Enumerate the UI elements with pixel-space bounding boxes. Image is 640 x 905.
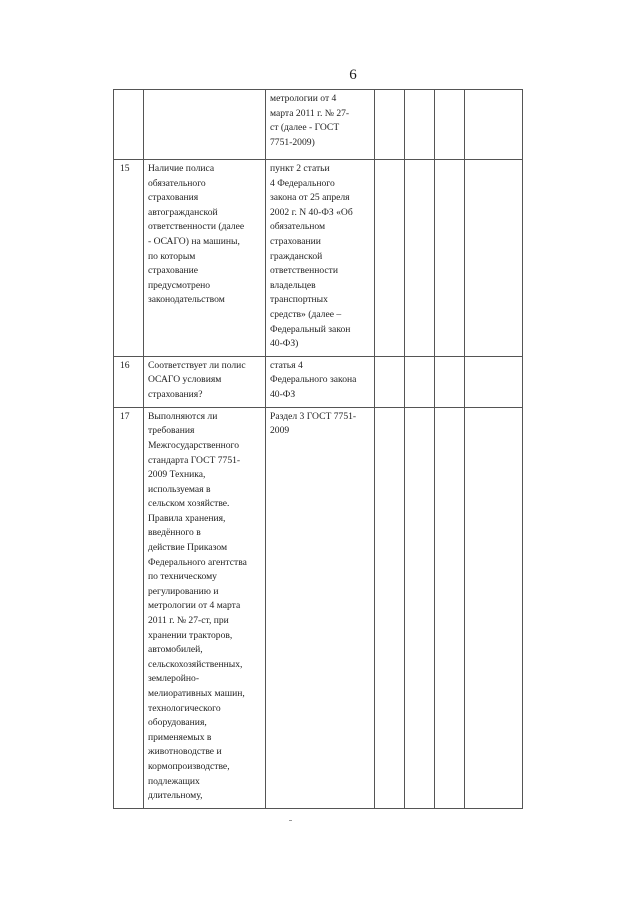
answer-na-cell xyxy=(435,90,465,160)
table-row xyxy=(114,90,523,160)
legal-reference: метрологии от 4 марта 2011 г. № 27- ст (далее - ГОСТ 7751-2009) xyxy=(266,90,375,160)
notes-cell xyxy=(465,90,523,160)
requirement-text xyxy=(144,90,266,160)
answer-yes-cell xyxy=(375,407,405,808)
answer-yes-cell xyxy=(375,160,405,357)
table-row xyxy=(114,407,523,808)
scan-speck xyxy=(289,820,292,821)
answer-no-cell xyxy=(405,90,435,160)
answer-na-cell xyxy=(435,356,465,407)
legal-reference: пункт 2 статьи 4 Федерального закона от 25 апреля 2002 г. N 40-ФЗ «Об обязательном страховании гражданской ответственности владельцев транспортных средств» (далее – Федеральный закон 40-ФЗ) xyxy=(266,160,375,357)
notes-cell xyxy=(465,356,523,407)
row-number xyxy=(114,90,144,160)
requirement-text: Выполняются ли требования Межгосударственного стандарта ГОСТ 7751- 2009 Техника, используемая в сельском хозяйстве. Правила хранения, введённого в действие Приказом Федерального агентства по техническому регулированию и метрологии от 4 марта 2011 г. № 27-ст, при хранении тракторов, автомобилей, сельскохозяйственных, землеройно- мелиоративных машин, технологического оборудования, применяемых в животноводстве и кормопроизводстве, подлежащих длительному, xyxy=(144,407,266,808)
row-number: 17 xyxy=(114,407,144,808)
requirement-text: Наличие полиса обязательного страхования автогражданской ответственности (далее - ОСАГО) на машины, по которым страхование предусмотрено законодательством xyxy=(144,160,266,357)
answer-no-cell xyxy=(405,356,435,407)
row-number: 15 xyxy=(114,160,144,357)
answer-na-cell xyxy=(435,407,465,808)
answer-no-cell xyxy=(405,160,435,357)
table-row xyxy=(114,160,523,357)
answer-yes-cell xyxy=(375,356,405,407)
answer-yes-cell xyxy=(375,90,405,160)
notes-cell xyxy=(465,160,523,357)
checklist-table xyxy=(113,89,523,809)
notes-cell xyxy=(465,407,523,808)
row-number: 16 xyxy=(114,356,144,407)
requirement-text: Соответствует ли полис ОСАГО условиям страхования? xyxy=(144,356,266,407)
page-number: 6 xyxy=(349,67,357,83)
legal-reference: Раздел 3 ГОСТ 7751- 2009 xyxy=(266,407,375,808)
answer-na-cell xyxy=(435,160,465,357)
table-row xyxy=(114,356,523,407)
legal-reference: статья 4 Федерального закона 40-ФЗ xyxy=(266,356,375,407)
answer-no-cell xyxy=(405,407,435,808)
